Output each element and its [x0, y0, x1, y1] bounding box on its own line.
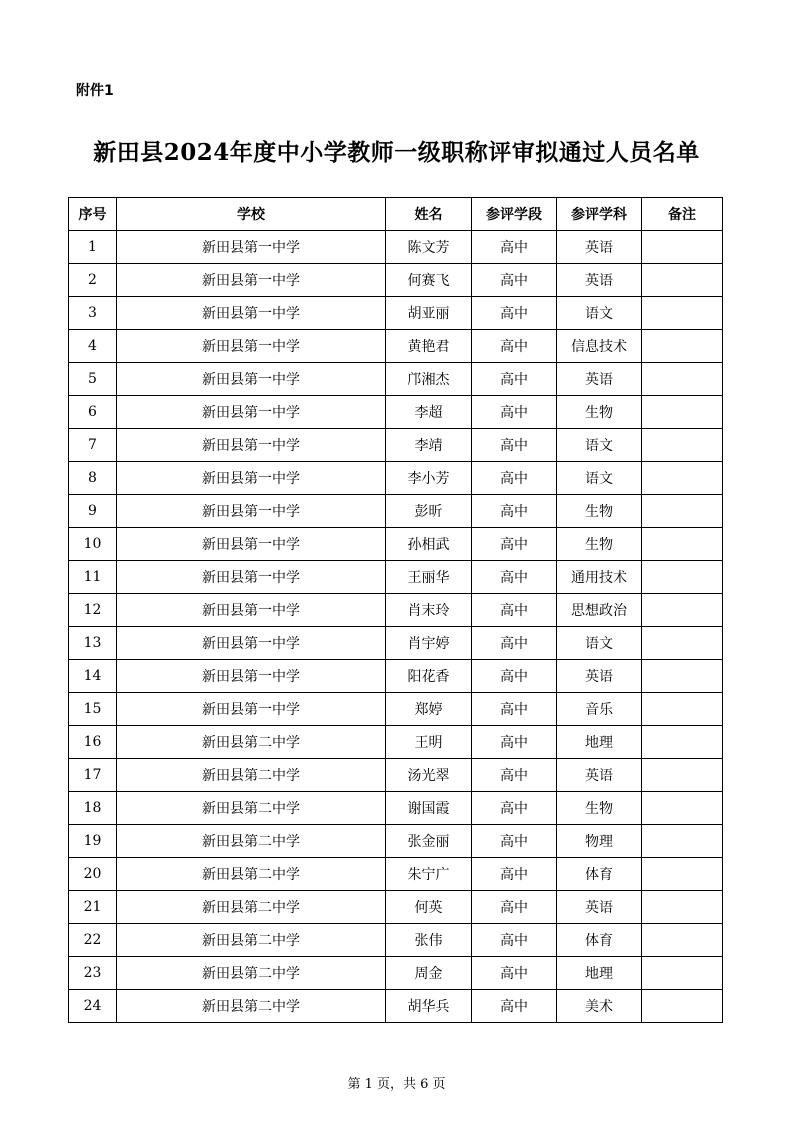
- subject-cell: 生物: [557, 792, 642, 825]
- subject-cell: 音乐: [557, 693, 642, 726]
- row-index: 21: [69, 891, 117, 924]
- subject-cell: 生物: [557, 396, 642, 429]
- row-index: 19: [69, 825, 117, 858]
- remark-cell: [642, 924, 723, 957]
- table-row: [69, 363, 723, 396]
- table-row: [69, 594, 723, 627]
- remark-cell: [642, 495, 723, 528]
- subject-cell: 美术: [557, 990, 642, 1023]
- attachment-label: 附件1: [76, 83, 114, 99]
- name-cell: 何赛飞: [386, 264, 472, 297]
- table-row: [69, 759, 723, 792]
- remark-cell: [642, 297, 723, 330]
- subject-cell: 生物: [557, 495, 642, 528]
- remark-cell: [642, 231, 723, 264]
- school-cell: 新田县第一中学: [117, 627, 386, 660]
- table-row: [69, 231, 723, 264]
- header-index: 序号: [69, 198, 117, 231]
- remark-cell: [642, 759, 723, 792]
- school-cell: 新田县第一中学: [117, 330, 386, 363]
- remark-cell: [642, 627, 723, 660]
- row-index: 2: [69, 264, 117, 297]
- name-cell: 张金丽: [386, 825, 472, 858]
- level-cell: 高中: [472, 792, 557, 825]
- name-cell: 陈文芳: [386, 231, 472, 264]
- table-row: [69, 627, 723, 660]
- level-cell: 高中: [472, 726, 557, 759]
- subject-cell: 英语: [557, 891, 642, 924]
- table-row: [69, 561, 723, 594]
- roster-table: [68, 197, 723, 1023]
- remark-cell: [642, 825, 723, 858]
- level-cell: 高中: [472, 891, 557, 924]
- school-cell: 新田县第一中学: [117, 231, 386, 264]
- table-row: [69, 924, 723, 957]
- school-cell: 新田县第一中学: [117, 693, 386, 726]
- name-cell: 谢国霞: [386, 792, 472, 825]
- school-cell: 新田县第一中学: [117, 594, 386, 627]
- school-cell: 新田县第二中学: [117, 858, 386, 891]
- row-index: 16: [69, 726, 117, 759]
- subject-cell: 语文: [557, 297, 642, 330]
- school-cell: 新田县第二中学: [117, 759, 386, 792]
- name-cell: 肖末玲: [386, 594, 472, 627]
- row-index: 15: [69, 693, 117, 726]
- name-cell: 朱宁广: [386, 858, 472, 891]
- subject-cell: 地理: [557, 957, 642, 990]
- remark-cell: [642, 396, 723, 429]
- table-row: [69, 396, 723, 429]
- level-cell: 高中: [472, 693, 557, 726]
- name-cell: 李靖: [386, 429, 472, 462]
- school-cell: 新田县第一中学: [117, 462, 386, 495]
- remark-cell: [642, 792, 723, 825]
- level-cell: 高中: [472, 759, 557, 792]
- name-cell: 胡华兵: [386, 990, 472, 1023]
- school-cell: 新田县第二中学: [117, 891, 386, 924]
- remark-cell: [642, 528, 723, 561]
- school-cell: 新田县第二中学: [117, 924, 386, 957]
- header-remark: 备注: [642, 198, 723, 231]
- table-row: [69, 297, 723, 330]
- name-cell: 肖宇婷: [386, 627, 472, 660]
- subject-cell: 语文: [557, 429, 642, 462]
- page-title: 新田县2024年度中小学教师一级职称评审拟通过人员名单: [93, 139, 700, 166]
- remark-cell: [642, 726, 723, 759]
- school-cell: 新田县第一中学: [117, 429, 386, 462]
- school-cell: 新田县第一中学: [117, 297, 386, 330]
- name-cell: 王丽华: [386, 561, 472, 594]
- row-index: 22: [69, 924, 117, 957]
- header-subject: 参评学科: [557, 198, 642, 231]
- level-cell: 高中: [472, 528, 557, 561]
- level-cell: 高中: [472, 462, 557, 495]
- school-cell: 新田县第一中学: [117, 495, 386, 528]
- row-index: 23: [69, 957, 117, 990]
- remark-cell: [642, 363, 723, 396]
- name-cell: 胡亚丽: [386, 297, 472, 330]
- remark-cell: [642, 957, 723, 990]
- remark-cell: [642, 429, 723, 462]
- level-cell: 高中: [472, 924, 557, 957]
- table-row: [69, 990, 723, 1023]
- level-cell: 高中: [472, 396, 557, 429]
- subject-cell: 英语: [557, 363, 642, 396]
- school-cell: 新田县第一中学: [117, 561, 386, 594]
- header-name: 姓名: [386, 198, 472, 231]
- subject-cell: 语文: [557, 627, 642, 660]
- table-body: [69, 231, 723, 1023]
- table-row: [69, 957, 723, 990]
- header-school: 学校: [117, 198, 386, 231]
- table-row: [69, 528, 723, 561]
- row-index: 24: [69, 990, 117, 1023]
- name-cell: 孙相武: [386, 528, 472, 561]
- page-footer: 第 1 页，共 6 页: [347, 1077, 446, 1092]
- row-index: 11: [69, 561, 117, 594]
- row-index: 10: [69, 528, 117, 561]
- table-row: [69, 891, 723, 924]
- name-cell: 阳花香: [386, 660, 472, 693]
- row-index: 6: [69, 396, 117, 429]
- row-index: 4: [69, 330, 117, 363]
- name-cell: 李小芳: [386, 462, 472, 495]
- remark-cell: [642, 264, 723, 297]
- table-row: [69, 858, 723, 891]
- school-cell: 新田县第二中学: [117, 957, 386, 990]
- level-cell: 高中: [472, 330, 557, 363]
- level-cell: 高中: [472, 495, 557, 528]
- name-cell: 张伟: [386, 924, 472, 957]
- remark-cell: [642, 462, 723, 495]
- level-cell: 高中: [472, 990, 557, 1023]
- row-index: 1: [69, 231, 117, 264]
- subject-cell: 英语: [557, 759, 642, 792]
- name-cell: 彭昕: [386, 495, 472, 528]
- subject-cell: 信息技术: [557, 330, 642, 363]
- level-cell: 高中: [472, 825, 557, 858]
- row-index: 3: [69, 297, 117, 330]
- school-cell: 新田县第二中学: [117, 792, 386, 825]
- remark-cell: [642, 693, 723, 726]
- row-index: 9: [69, 495, 117, 528]
- level-cell: 高中: [472, 429, 557, 462]
- header-level: 参评学段: [472, 198, 557, 231]
- row-index: 13: [69, 627, 117, 660]
- school-cell: 新田县第一中学: [117, 363, 386, 396]
- level-cell: 高中: [472, 858, 557, 891]
- name-cell: 邝湘杰: [386, 363, 472, 396]
- subject-cell: 思想政治: [557, 594, 642, 627]
- subject-cell: 地理: [557, 726, 642, 759]
- level-cell: 高中: [472, 627, 557, 660]
- row-index: 14: [69, 660, 117, 693]
- subject-cell: 物理: [557, 825, 642, 858]
- row-index: 20: [69, 858, 117, 891]
- row-index: 18: [69, 792, 117, 825]
- school-cell: 新田县第一中学: [117, 396, 386, 429]
- table-header: [69, 198, 723, 231]
- row-index: 7: [69, 429, 117, 462]
- table-row: [69, 825, 723, 858]
- subject-cell: 英语: [557, 264, 642, 297]
- remark-cell: [642, 330, 723, 363]
- level-cell: 高中: [472, 231, 557, 264]
- school-cell: 新田县第二中学: [117, 726, 386, 759]
- remark-cell: [642, 660, 723, 693]
- name-cell: 王明: [386, 726, 472, 759]
- subject-cell: 语文: [557, 462, 642, 495]
- table-row: [69, 462, 723, 495]
- name-cell: 黄艳君: [386, 330, 472, 363]
- remark-cell: [642, 858, 723, 891]
- table-row: [69, 429, 723, 462]
- remark-cell: [642, 561, 723, 594]
- level-cell: 高中: [472, 264, 557, 297]
- row-index: 5: [69, 363, 117, 396]
- subject-cell: 英语: [557, 231, 642, 264]
- school-cell: 新田县第二中学: [117, 825, 386, 858]
- remark-cell: [642, 594, 723, 627]
- table-row: [69, 726, 723, 759]
- school-cell: 新田县第二中学: [117, 990, 386, 1023]
- level-cell: 高中: [472, 297, 557, 330]
- level-cell: 高中: [472, 363, 557, 396]
- row-index: 8: [69, 462, 117, 495]
- name-cell: 郑婷: [386, 693, 472, 726]
- subject-cell: 生物: [557, 528, 642, 561]
- level-cell: 高中: [472, 957, 557, 990]
- name-cell: 汤光翠: [386, 759, 472, 792]
- remark-cell: [642, 891, 723, 924]
- table-row: [69, 495, 723, 528]
- table-row: [69, 792, 723, 825]
- level-cell: 高中: [472, 660, 557, 693]
- name-cell: 李超: [386, 396, 472, 429]
- row-index: 17: [69, 759, 117, 792]
- name-cell: 何英: [386, 891, 472, 924]
- school-cell: 新田县第一中学: [117, 264, 386, 297]
- header-row: [69, 198, 723, 231]
- level-cell: 高中: [472, 594, 557, 627]
- level-cell: 高中: [472, 561, 557, 594]
- table-row: [69, 660, 723, 693]
- subject-cell: 体育: [557, 924, 642, 957]
- remark-cell: [642, 990, 723, 1023]
- name-cell: 周金: [386, 957, 472, 990]
- subject-cell: 体育: [557, 858, 642, 891]
- school-cell: 新田县第一中学: [117, 660, 386, 693]
- row-index: 12: [69, 594, 117, 627]
- subject-cell: 英语: [557, 660, 642, 693]
- subject-cell: 通用技术: [557, 561, 642, 594]
- table-row: [69, 693, 723, 726]
- table-row: [69, 264, 723, 297]
- table-row: [69, 330, 723, 363]
- school-cell: 新田县第一中学: [117, 528, 386, 561]
